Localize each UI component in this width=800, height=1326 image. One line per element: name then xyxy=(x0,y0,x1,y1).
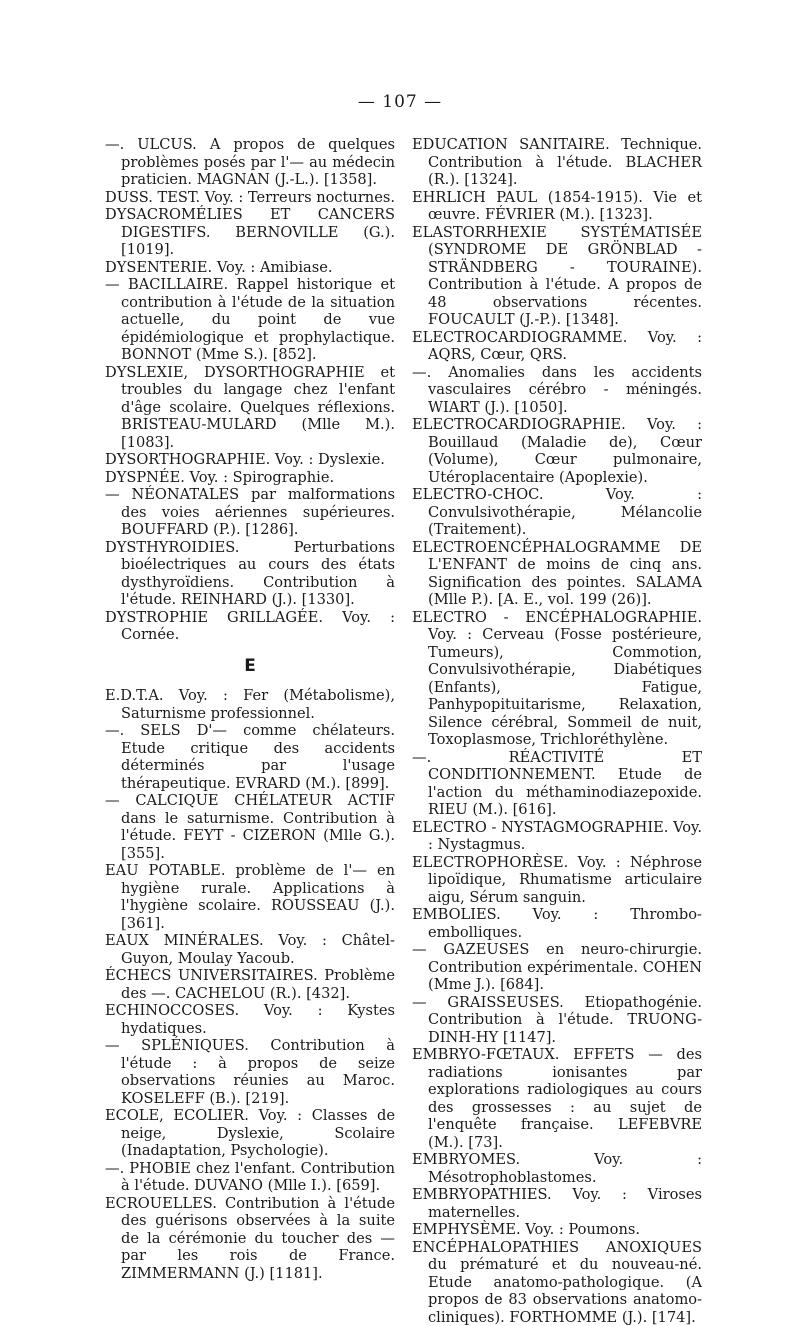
index-entry: — NÉONATALES par malformations des voies aériennes supérieures. BOUFFARD (P.). [1286]. xyxy=(105,486,395,539)
index-entry: —. ULCUS. A propos de quelques problèmes posés par l'— au médecin praticien. MAGNAN (J.-L.). [1358]. xyxy=(105,136,395,189)
index-entry: — SPLÉNIQUES. Contribution à l'étude : à propos de seize observations réunies au Maroc. KOSELEFF (B.). [219]. xyxy=(105,1037,395,1107)
index-entry: — BACILLAIRE. Rappel historique et contribution à l'étude de la situation actuelle, du point de vue épidémiologique et prophylactique. BONNOT (Mme S.). [852]. xyxy=(105,276,395,364)
page-number: — 107 — xyxy=(0,92,800,112)
index-entry: EMBRYO-FŒTAUX. EFFETS — des radiations ionisantes par explorations radiologiques au cours des grossesses : au sujet de l'enquête française. LEFEBVRE (M.). [73]. xyxy=(412,1046,702,1151)
index-entry: DYSLEXIE, DYSORTHOGRAPHIE et troubles du langage chez l'enfant d'âge scolaire. Quelques réflexions. BRISTEAU-MULARD (Mlle M.). [1083]. xyxy=(105,364,395,452)
index-entry: DYSTROPHIE GRILLAGÉE. Voy. : Cornée. xyxy=(105,609,395,644)
index-entry: DYSORTHOGRAPHIE. Voy. : Dyslexie. xyxy=(105,451,395,469)
index-entry: ELECTROCARDIOGRAMME. Voy. : AQRS, Cœur, QRS. xyxy=(412,329,702,364)
index-entry: EDUCATION SANITAIRE. Technique. Contribution à l'étude. BLACHER (R.). [1324]. xyxy=(412,136,702,189)
index-entry: —. SELS D'— comme chélateurs. Etude critique des accidents déterminés par l'usage thérapeutique. EVRARD (M.). [899]. xyxy=(105,722,395,792)
left-entries-before xyxy=(105,136,395,644)
index-entry: ELECTROENCÉPHALOGRAMME DE L'ENFANT de moins de cinq ans. Signification des pointes. SALAMA (Mlle P.). [A. E., vol. 199 (26)]. xyxy=(412,539,702,609)
index-entry: EHRLICH PAUL (1854-1915). Vie et œuvre. FÉVRIER (M.). [1323]. xyxy=(412,189,702,224)
index-entry: ELASTORRHEXIE SYSTÉMATISÉE (SYNDROME DE GRÖNBLAD - STRÄNDBERG - TOURAINE). Contribution à l'étude. A propos de 48 observations récentes. FOUCAULT (J.-P.). [1348]. xyxy=(412,224,702,329)
index-entry: ELECTRO - NYSTAGMOGRAPHIE. Voy. : Nystagmus. xyxy=(412,819,702,854)
index-entry: ELECTRO-CHOC. Voy. : Convulsivothérapie, Mélancolie (Traitement). xyxy=(412,486,702,539)
left-column xyxy=(105,136,395,1282)
index-entry: DUSS. TEST. Voy. : Terreurs nocturnes. xyxy=(105,189,395,207)
left-entries-after xyxy=(105,687,395,1282)
index-entry: ENCÉPHALOPATHIES ANOXIQUES du prématuré et du nouveau-né. Etude anatomo-pathologique. (A propos de 83 observations anatomo-cliniques). FORTHOMME (J.). [174]. xyxy=(412,1239,702,1326)
index-entry: ÉCHECS UNIVERSITAIRES. Problème des —. CACHELOU (R.). [432]. xyxy=(105,967,395,1002)
right-column xyxy=(412,136,702,1326)
index-entry: DYSPNÉE. Voy. : Spirographie. xyxy=(105,469,395,487)
index-entry: ELECTROPHORÈSE. Voy. : Néphrose lipoïdique, Rhumatisme articulaire aigu, Sérum sanguin. xyxy=(412,854,702,907)
index-entry: DYSTHYROIDIES. Perturbations bioélectriques au cours des états dysthyroïdiens. Contribution à l'étude. REINHARD (J.). [1330]. xyxy=(105,539,395,609)
index-entry: —. RÉACTIVITÉ ET CONDITIONNEMENT. Etude de l'action du méthaminodiazepoxide. RIEU (M.). [616]. xyxy=(412,749,702,819)
index-entry: — GRAISSEUSES. Etiopathogénie. Contribution à l'étude. TRUONG-DINH-HY [1147]. xyxy=(412,994,702,1047)
index-entry: — GAZEUSES en neuro-chirurgie. Contribution expérimentale. COHEN (Mme J.). [684]. xyxy=(412,941,702,994)
index-entry: —. PHOBIE chez l'enfant. Contribution à l'étude. DUVANO (Mlle I.). [659]. xyxy=(105,1160,395,1195)
index-entry: EMBRYOPATHIES. Voy. : Viroses maternelles. xyxy=(412,1186,702,1221)
index-entry: EMPHYSÈME. Voy. : Poumons. xyxy=(412,1221,702,1239)
index-entry: ELECTRO - ENCÉPHALOGRAPHIE. Voy. : Cerveau (Fosse postérieure, Tumeurs), Commotion, Convulsivothérapie, Diabétiques (Enfants), Fatigue, Panhypopituitarisme, Relaxation, Silence cérébral, Sommeil de nuit, Toxoplasmose, Trichloréthylène. xyxy=(412,609,702,749)
index-entry: DYSENTERIE. Voy. : Amibiase. xyxy=(105,259,395,277)
index-entry: ECOLE, ECOLIER. Voy. : Classes de neige, Dyslexie, Scolaire (Inadaptation, Psychologie). xyxy=(105,1107,395,1160)
section-letter: E xyxy=(105,658,395,676)
index-entry: ELECTROCARDIOGRAPHIE. Voy. : Bouillaud (Maladie de), Cœur (Volume), Cœur pulmonaire, Utéroplacentaire (Apoplexie). xyxy=(412,416,702,486)
index-entry: ECROUELLES. Contribution à l'étude des guérisons observées à la suite de la cérémonie du toucher des — par les rois de France. ZIMMERMANN (J.) [1181]. xyxy=(105,1195,395,1283)
index-entry: — CALCIQUE CHÉLATEUR ACTIF dans le saturnisme. Contribution à l'étude. FEYT - CIZERON (Mlle G.). [355]. xyxy=(105,792,395,862)
index-entry: —. Anomalies dans les accidents vasculaires cérébro - méningés. WIART (J.). [1050]. xyxy=(412,364,702,417)
index-entry: EMBRYOMES. Voy. : Mésotrophoblastomes. xyxy=(412,1151,702,1186)
index-entry: E.D.T.A. Voy. : Fer (Métabolisme), Saturnisme professionnel. xyxy=(105,687,395,722)
index-entry: EMBOLIES. Voy. : Thrombo-embolliques. xyxy=(412,906,702,941)
index-entry: EAU POTABLE. problème de l'— en hygiène rurale. Applications à l'hygiène scolaire. ROUSSEAU (J.). [361]. xyxy=(105,862,395,932)
index-entry: DYSACROMÉLIES ET CANCERS DIGESTIFS. BERNOVILLE (G.). [1019]. xyxy=(105,206,395,259)
index-entry: EAUX MINÉRALES. Voy. : Châtel-Guyon, Moulay Yacoub. xyxy=(105,932,395,967)
index-entry: ECHINOCCOSES. Voy. : Kystes hydatiques. xyxy=(105,1002,395,1037)
